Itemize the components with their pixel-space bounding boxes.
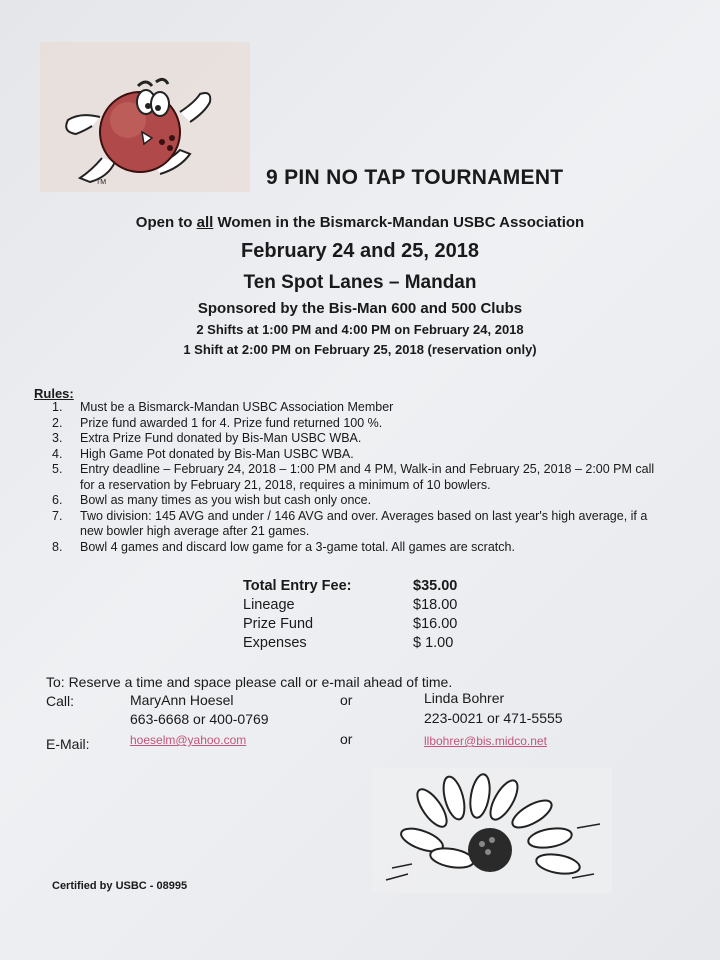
rule-item	[52, 509, 672, 540]
sponsor-line: Sponsored by the Bis-Man 600 and 500 Clubs	[197, 300, 523, 317]
eligibility-text-post: Women in the Bismarck-Mandan USBC Association	[213, 214, 585, 231]
shift-schedule-2: 1 Shift at 2:00 PM on February 25, 2018 (reservation only)	[183, 342, 537, 357]
fee-row-total	[243, 577, 473, 596]
contact-1-email-link[interactable]: hoeselm@yahoo.com	[130, 733, 247, 747]
rule-text: High Game Pot donated by Bis-Man USBC WBA.	[80, 446, 354, 461]
reservation-instructions: To: Reserve a time and space please call or e-mail ahead of time.	[46, 674, 453, 690]
tournament-venue: Ten Spot Lanes – Mandan	[243, 272, 477, 293]
contact-2-phone: 223-0021 or 471-5555	[424, 710, 563, 726]
eligibility-line	[0, 214, 720, 231]
tournament-dates: February 24 and 25, 2018	[241, 240, 479, 262]
bowling-ball-mascot-icon	[40, 42, 250, 192]
contact-1-name: MaryAnn Hoesel	[130, 692, 234, 708]
rule-number: 3.	[52, 431, 63, 445]
rule-number: 8.	[52, 539, 63, 554]
rule-text: Two division: 145 AVG and under / 146 AVG and over. Averages based on last year's high average, if a new bowler high average after 21 games.	[80, 508, 648, 538]
fee-amount: $16.00	[413, 616, 458, 632]
rule-item	[52, 400, 672, 416]
rule-text: Prize fund awarded 1 for 4. Prize fund returned 100 %.	[80, 415, 383, 430]
email-label: E-Mail:	[46, 736, 90, 752]
fee-label: Prize Fund	[243, 616, 314, 632]
rule-item	[52, 462, 672, 493]
fee-table	[243, 577, 473, 653]
fee-amount: $35.00	[413, 578, 458, 594]
bowling-pins-strike-icon	[372, 768, 612, 893]
fee-row	[243, 615, 473, 634]
shift-schedule-1: 2 Shifts at 1:00 PM and 4:00 PM on February 24, 2018	[196, 322, 524, 337]
contact-2-email-link[interactable]: llbohrer@bis.midco.net	[424, 734, 547, 748]
eligibility-text-all: all	[196, 214, 214, 231]
fee-label: Lineage	[243, 597, 295, 613]
contact-1-phone: 663-6668 or 400-0769	[130, 711, 269, 727]
fee-row	[243, 634, 473, 653]
certification-note: Certified by USBC - 08995	[52, 880, 188, 892]
fee-amount: $18.00	[413, 597, 458, 613]
rule-item	[52, 447, 672, 463]
rule-item	[52, 416, 672, 432]
rules-heading: Rules:	[34, 386, 74, 401]
eligibility-text-pre: Open to	[135, 214, 197, 231]
rule-number: 7.	[52, 508, 63, 523]
rule-number: 2.	[52, 415, 63, 430]
rule-text: Bowl as many times as you wish but cash only once.	[80, 493, 372, 507]
rule-item	[52, 493, 672, 509]
rule-item	[52, 431, 672, 447]
fee-label: Total Entry Fee:	[243, 578, 352, 594]
rule-text: Extra Prize Fund donated by Bis-Man USBC WBA.	[80, 431, 362, 445]
fee-label: Expenses	[243, 635, 307, 651]
fee-row	[243, 596, 473, 615]
contact-2-name: Linda Bohrer	[424, 690, 505, 706]
rule-text: Entry deadline – February 24, 2018 – 1:00 PM and 4 PM, Walk-in and February 25, 2018 – 2:00 PM call for a reservation by February 21, 2018, requires a minimum of 10 bowlers.	[80, 462, 655, 492]
rules-list	[52, 400, 672, 555]
logo-trademark: TM	[96, 179, 107, 186]
rule-number: 4.	[52, 446, 63, 461]
rule-text: Must be a Bismarck-Mandan USBC Association Member	[80, 400, 394, 414]
call-label: Call:	[46, 693, 75, 709]
tournament-title: 9 PIN NO TAP TOURNAMENT	[266, 166, 564, 189]
rule-number: 1.	[52, 400, 63, 414]
rule-item	[52, 540, 672, 556]
rule-number: 5.	[52, 462, 63, 476]
or-separator: or	[340, 692, 353, 708]
fee-amount: $ 1.00	[413, 635, 454, 651]
rule-text: Bowl 4 games and discard low game for a 3-game total. All games are scratch.	[80, 539, 515, 554]
rule-number: 6.	[52, 493, 63, 507]
or-separator: or	[340, 731, 353, 747]
